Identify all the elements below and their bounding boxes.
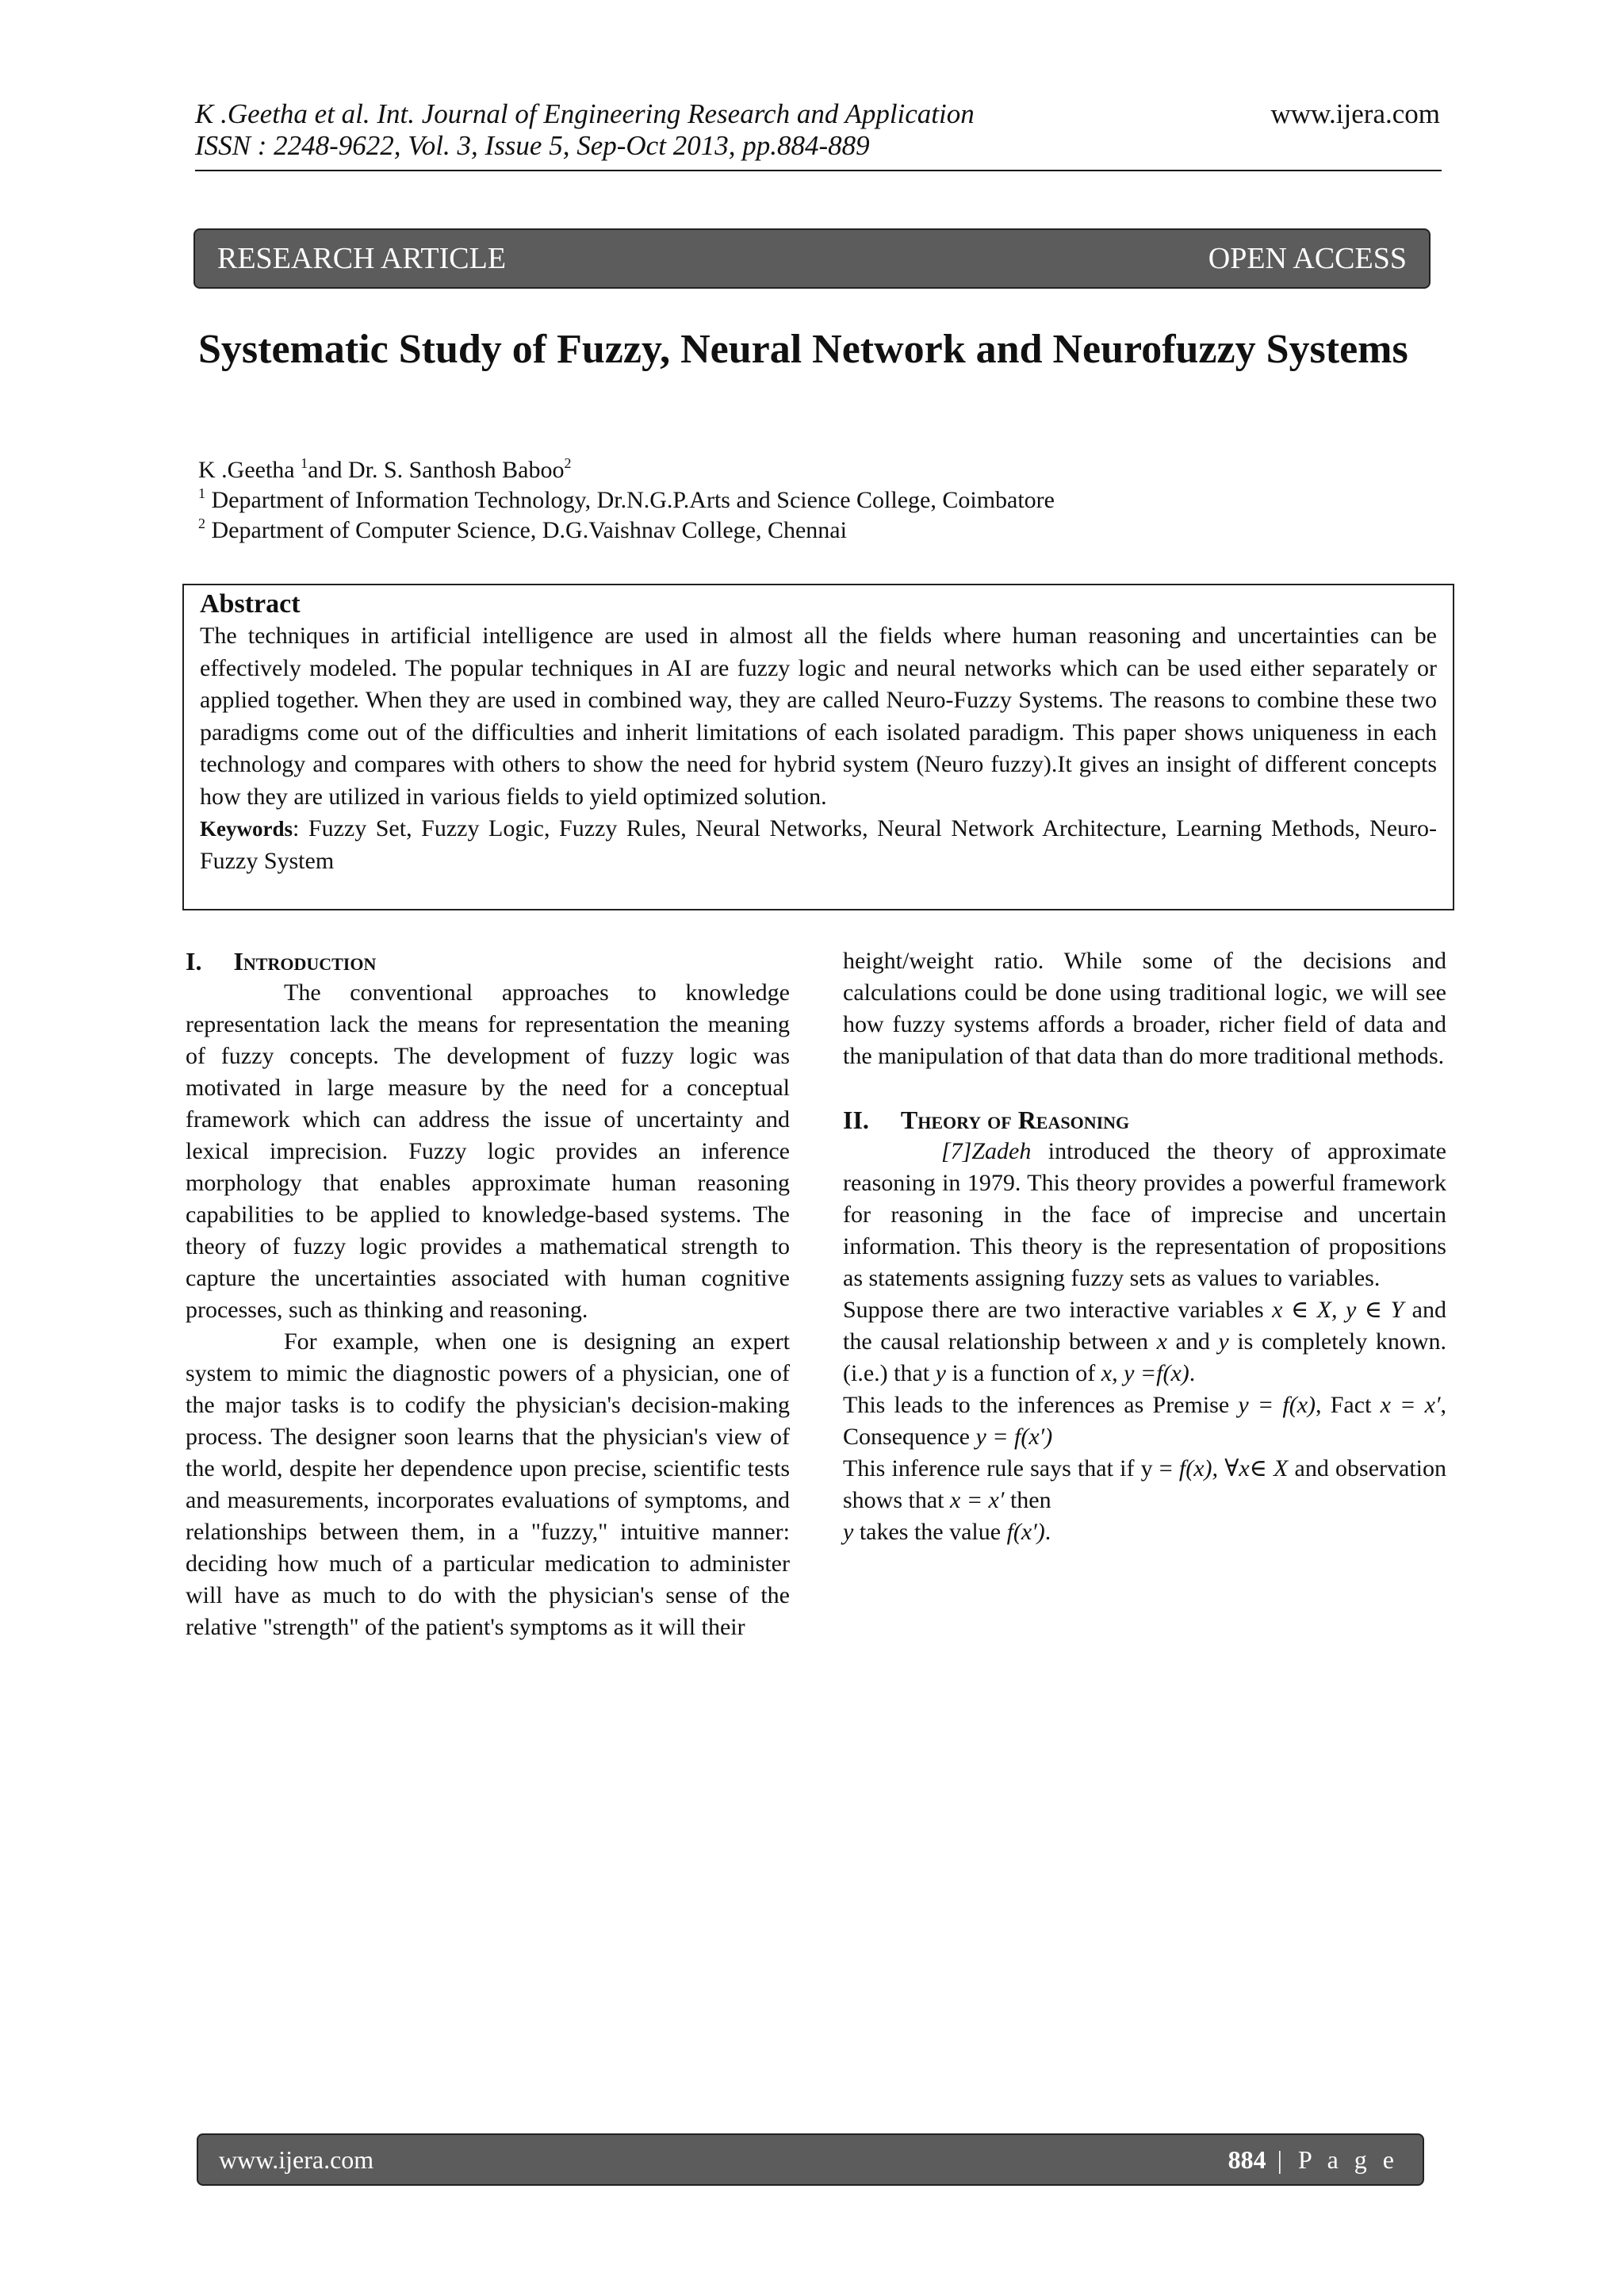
keywords-label: Keywords <box>200 817 293 841</box>
footer-website[interactable]: www.ijera.com <box>219 2145 374 2174</box>
theory-paragraph-5: y takes the value f(x′). <box>843 1519 1051 1545</box>
affiliation-2 <box>198 516 1055 546</box>
author-name-1: K .Geetha <box>198 457 301 483</box>
keywords <box>200 813 1437 877</box>
theory-paragraph-2: Suppose there are two interactive variables x ∈ X, y ∈ Y and the causal relationship between x and y is completely known. (i.e.) that y is a function of x, y =f(x). <box>843 1297 1447 1386</box>
journal-citation: K .Geetha et al. Int. Journal of Engineering Research and Application <box>195 98 975 129</box>
author-line <box>198 455 1055 485</box>
abstract-box <box>182 584 1454 910</box>
page-indicator <box>1228 2145 1399 2175</box>
author-sup-1: 1 <box>301 455 308 471</box>
article-banner <box>193 228 1431 289</box>
abstract-text: The techniques in artificial intelligence are used in almost all the fields where human reasoning and uncertainties can be effectively modeled. The popular techniques in AI are fuzzy logic and neural networks which can be used either separately or applied together. When they are used in combined way, they are called Neuro-Fuzzy Systems. The reasons to combine these two paradigms come out of the difficulties and inherit limitations of each isolated paradigm. This paper shows uniqueness in each technology and compares with others to show the need for hybrid system (Neuro fuzzy).It gives an insight of different concepts how they are utilized in various fields to yield optimized solution. <box>200 623 1437 810</box>
page-footer <box>197 2133 1424 2186</box>
author-block <box>198 455 1055 546</box>
intro-paragraph-2: For example, when one is designing an expert system to mimic the diagnostic powers of a physician, one of the major tasks is to codify the physician's decision-making process. The designer soon learns that the physician's view of the world, despite her dependence upon precise, scientific tests and measurements, incorporates evaluations of symptoms, and relationships between them, in a "fuzzy," intuitive manner: deciding how much of a particular medication to administer will have as much to do with the physician's sense of the relative "strength" of the patient's symptoms as it will their <box>186 1328 790 1640</box>
section-heading-introduction <box>186 945 790 977</box>
section-number: II. <box>843 1106 869 1134</box>
intro-paragraph-3: height/weight ratio. While some of the decisions and calculations could be done using traditional logic, we will see how fuzzy systems affords a broader, richer field of data and the manipulation of that data than do more traditional methods. <box>843 948 1446 1069</box>
section-title: Theory of Reasoning <box>900 1106 1130 1134</box>
theory-text: introduced the theory of approximate reasoning in 1979. This theory provides a powerful framework for reasoning in the face of imprecise and uncertain information. This theory is the representation of propositions as statements assigning fuzzy sets as values to variables. <box>843 1138 1446 1291</box>
abstract-heading: Abstract <box>200 589 301 619</box>
left-column <box>186 945 790 1643</box>
section-number: I. <box>186 947 202 976</box>
theory-paragraph-4: This inference rule says that if y = f(x), ∀x∈ X and observation shows that x = x′ then <box>843 1455 1447 1513</box>
affiliation-sup-1: 1 <box>198 485 205 501</box>
open-access-label: OPEN ACCESS <box>1208 242 1407 275</box>
theory-paragraph-1 <box>843 1136 1446 1294</box>
section-heading-theory <box>843 1104 1446 1136</box>
affiliation-1 <box>198 485 1055 516</box>
page-number: 884 <box>1228 2145 1266 2174</box>
author-name-2: and Dr. S. Santhosh Baboo <box>308 457 565 483</box>
journal-website[interactable]: www.ijera.com <box>1270 98 1440 129</box>
section-title: Introduction <box>233 947 377 976</box>
theory-paragraph-3: This leads to the inferences as Premise y = f(x), Fact x = x′, Consequence y = f(x′) <box>843 1392 1446 1450</box>
right-column <box>843 945 1446 1548</box>
article-type-label: RESEARCH ARTICLE <box>217 242 507 275</box>
affiliation-sup-2: 2 <box>198 516 205 531</box>
journal-issn: ISSN : 2248-9622, Vol. 3, Issue 5, Sep-Oct 2013, pp.884-889 <box>195 130 870 161</box>
citation-reference: [7]Zadeh <box>941 1138 1032 1164</box>
intro-paragraph-1: The conventional approaches to knowledge representation lack the means for representation the meaning of fuzzy concepts. The development of fuzzy logic was motivated in large measure by the need for a conceptual framework which can address the issue of uncertainty and lexical imprecision. Fuzzy logic provides an inference morphology that enables approximate human reasoning capabilities to be applied to knowledge-based systems. The theory of fuzzy logic provides a mathematical strength to capture the uncertainties associated with human cognitive processes, such as thinking and reasoning. <box>186 979 790 1323</box>
journal-header <box>195 98 1440 162</box>
author-sup-2: 2 <box>564 455 572 471</box>
header-divider <box>195 170 1442 171</box>
affiliation-text-1: Department of Information Technology, Dr.N.G.P.Arts and Science College, Coimbatore <box>205 487 1055 513</box>
paper-title: Systematic Study of Fuzzy, Neural Network and Neurofuzzy Systems <box>198 327 1408 372</box>
affiliation-text-2: Department of Computer Science, D.G.Vaishnav College, Chennai <box>205 517 847 543</box>
keywords-list: : Fuzzy Set, Fuzzy Logic, Fuzzy Rules, Neural Networks, Neural Network Architecture, Learning Methods, Neuro-Fuzzy System <box>200 815 1437 874</box>
page-label: | P a g e <box>1266 2145 1399 2174</box>
